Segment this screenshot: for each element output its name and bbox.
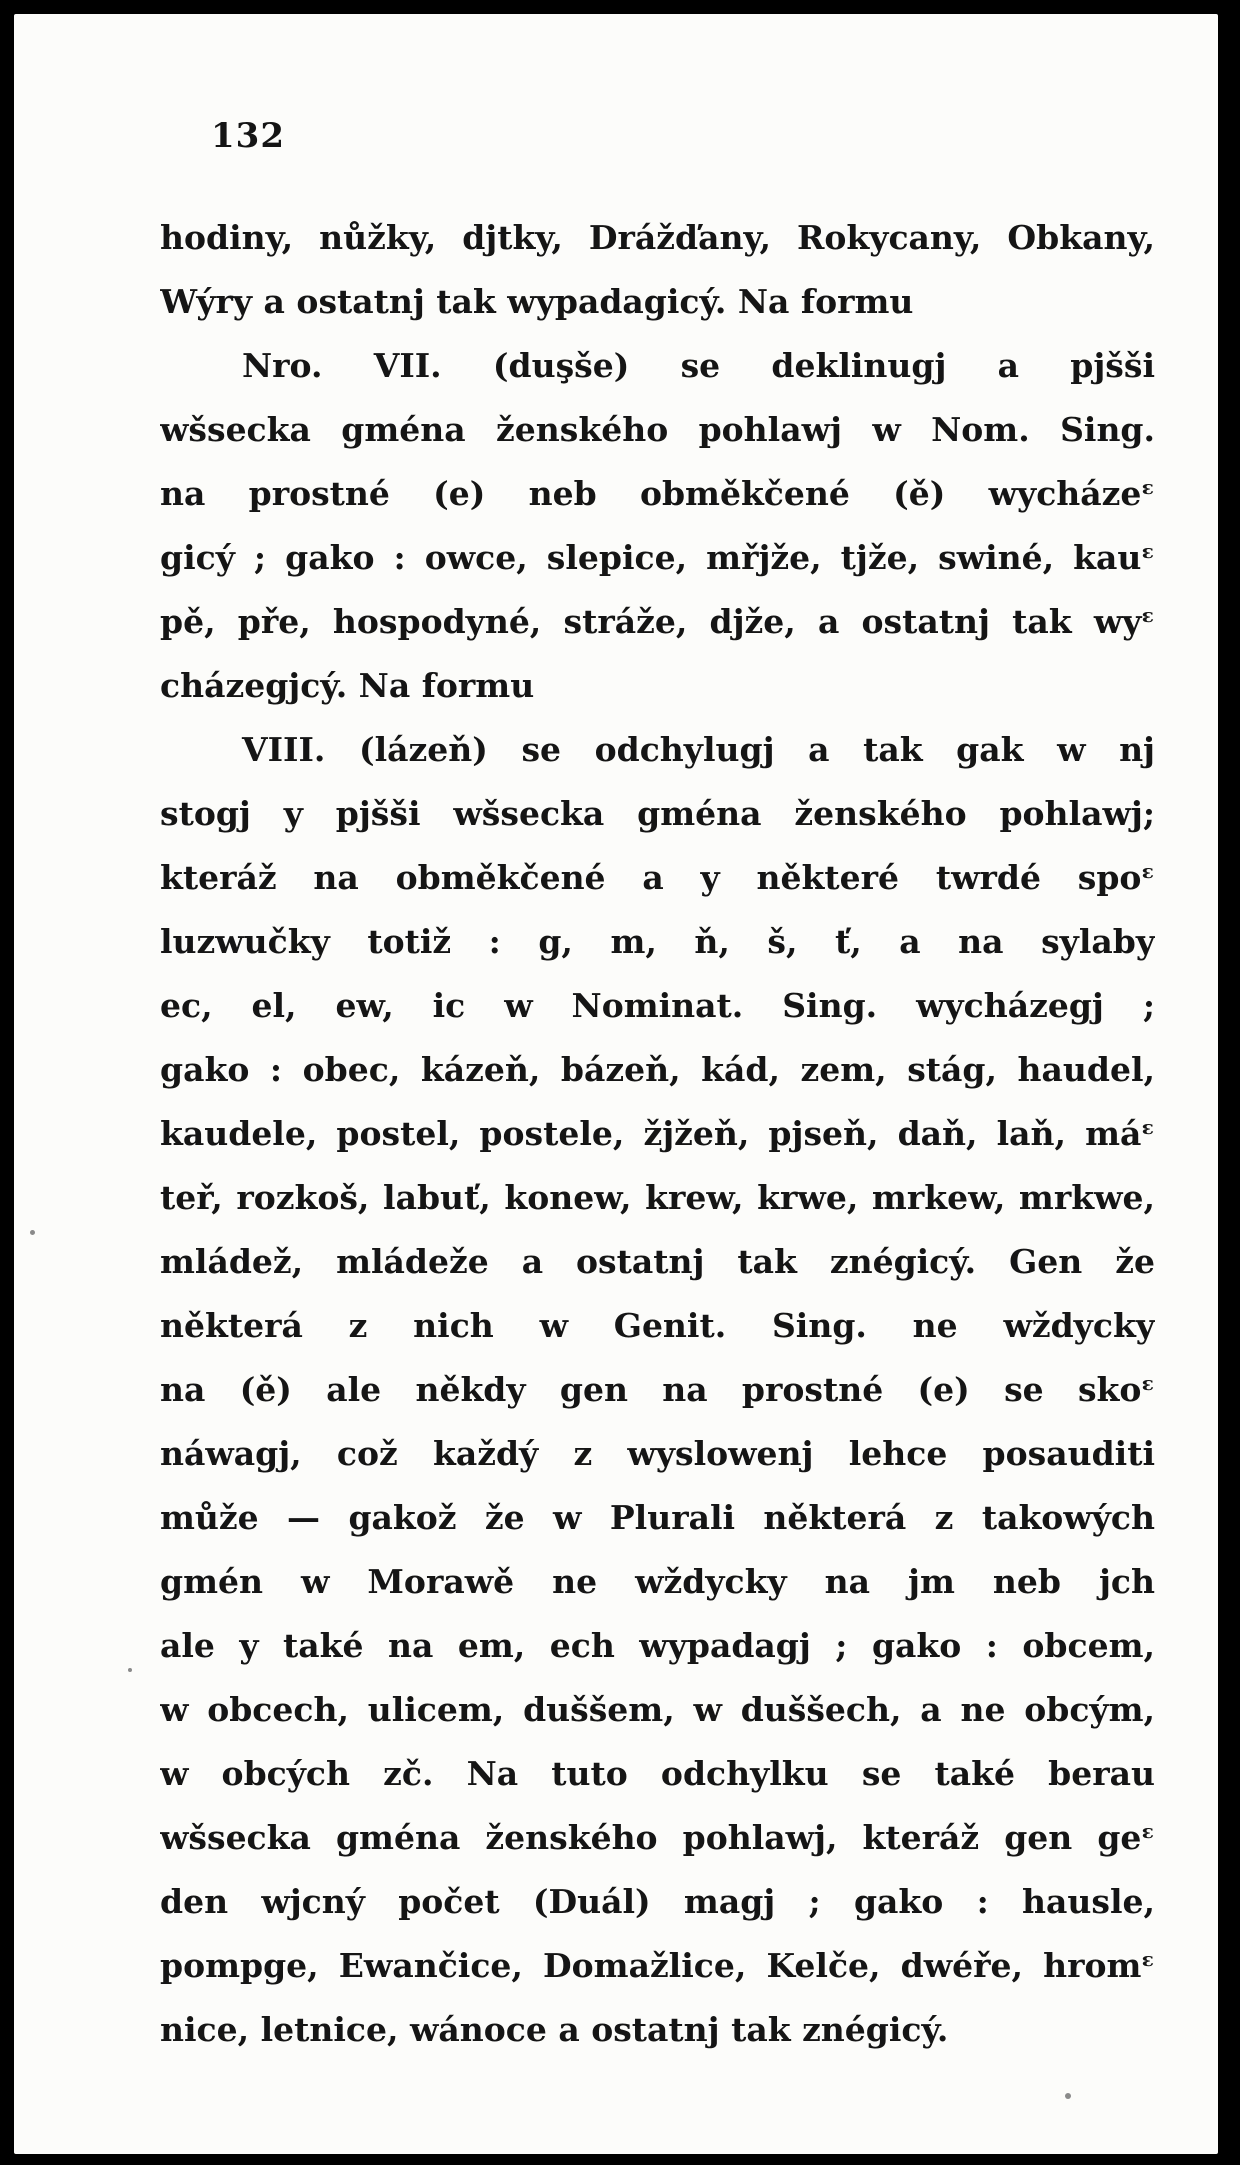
body-text [160, 206, 1155, 2062]
text-line: w obcých zč. Na tuto odchylku se také berau [160, 1754, 1155, 1793]
text-line: ale y také na em, ech wypadagj ; gako : obcem, [160, 1626, 1155, 1665]
text-line: nice, letnice, wánoce a ostatnj tak znégicý. [160, 2010, 949, 2049]
text-line: pompge, Ewančice, Domažlice, Kelče, dwéře, hromᵋ [160, 1946, 1155, 1985]
text-line: některá z nich w Genit. Sing. ne wždycky [160, 1306, 1155, 1345]
text-line: gmén w Morawě ne wždycky na jm neb jch [160, 1562, 1155, 1601]
text-line: teř, rozkoš, labuť, konew, krew, krwe, mrkew, mrkwe, [160, 1178, 1155, 1217]
text-line: kteráž na obměkčené a y některé twrdé spoᵋ [160, 858, 1155, 897]
text-line: na prostné (e) neb obměkčené (ě) wycházeᵋ [160, 474, 1155, 513]
text-line: ec, el, ew, ic w Nominat. Sing. wycházegj ; [160, 986, 1155, 1025]
text-line: gicý ; gako : owce, slepice, mřjže, tjže, swiné, kauᵋ [160, 538, 1155, 577]
text-line: den wjcný počet (Duál) magj ; gako : hausle, [160, 1882, 1155, 1921]
text-line: Wýry a ostatnj tak wypadagicý. Na formu [160, 282, 914, 321]
text-line: gako : obec, kázeň, bázeň, kád, zem, stág, haudel, [160, 1050, 1155, 1089]
text-line: Nro. VII. (duşše) se deklinugj a pjšši [242, 346, 1155, 385]
scan-speck [1065, 2093, 1071, 2099]
text-line: cházegjcý. Na formu [160, 666, 535, 705]
text-line: w obcech, ulicem, duššem, w duššech, a ne obcým, [160, 1690, 1155, 1729]
text-line: může — gakož že w Plurali některá z takowých [160, 1498, 1155, 1537]
text-line: luzwučky totiž : g, m, ň, š, ť, a na sylaby [160, 922, 1155, 961]
text-line: VIII. (lázeň) se odchylugj a tak gak w nj [242, 730, 1155, 769]
scan-border [1218, 0, 1240, 2165]
text-line: na (ě) ale někdy gen na prostné (e) se skoᵋ [160, 1370, 1155, 1409]
text-line: náwagj, což každý z wyslowenj lehce posauditi [160, 1434, 1155, 1473]
text-line: kaudele, postel, postele, žjžeň, pjseň, daň, laň, máᵋ [160, 1114, 1155, 1153]
text-line: wšsecka gména ženského pohlawj, kteráž gen geᵋ [160, 1818, 1155, 1857]
text-line: wšsecka gména ženského pohlawj w Nom. Sing. [160, 410, 1155, 449]
page-number: 132 [211, 116, 285, 156]
scan-speck [30, 1230, 35, 1235]
text-line: mládež, mládeže a ostatnj tak znégicý. Gen že [160, 1242, 1155, 1281]
scan-speck [128, 1668, 132, 1672]
text-line: pě, pře, hospodyné, stráže, djže, a ostatnj tak wyᵋ [160, 602, 1155, 641]
text-line: hodiny, nůžky, djtky, Drážďany, Rokycany, Obkany, [160, 218, 1155, 257]
text-line: stogj y pjšši wšsecka gména ženského pohlawj; [160, 794, 1155, 833]
